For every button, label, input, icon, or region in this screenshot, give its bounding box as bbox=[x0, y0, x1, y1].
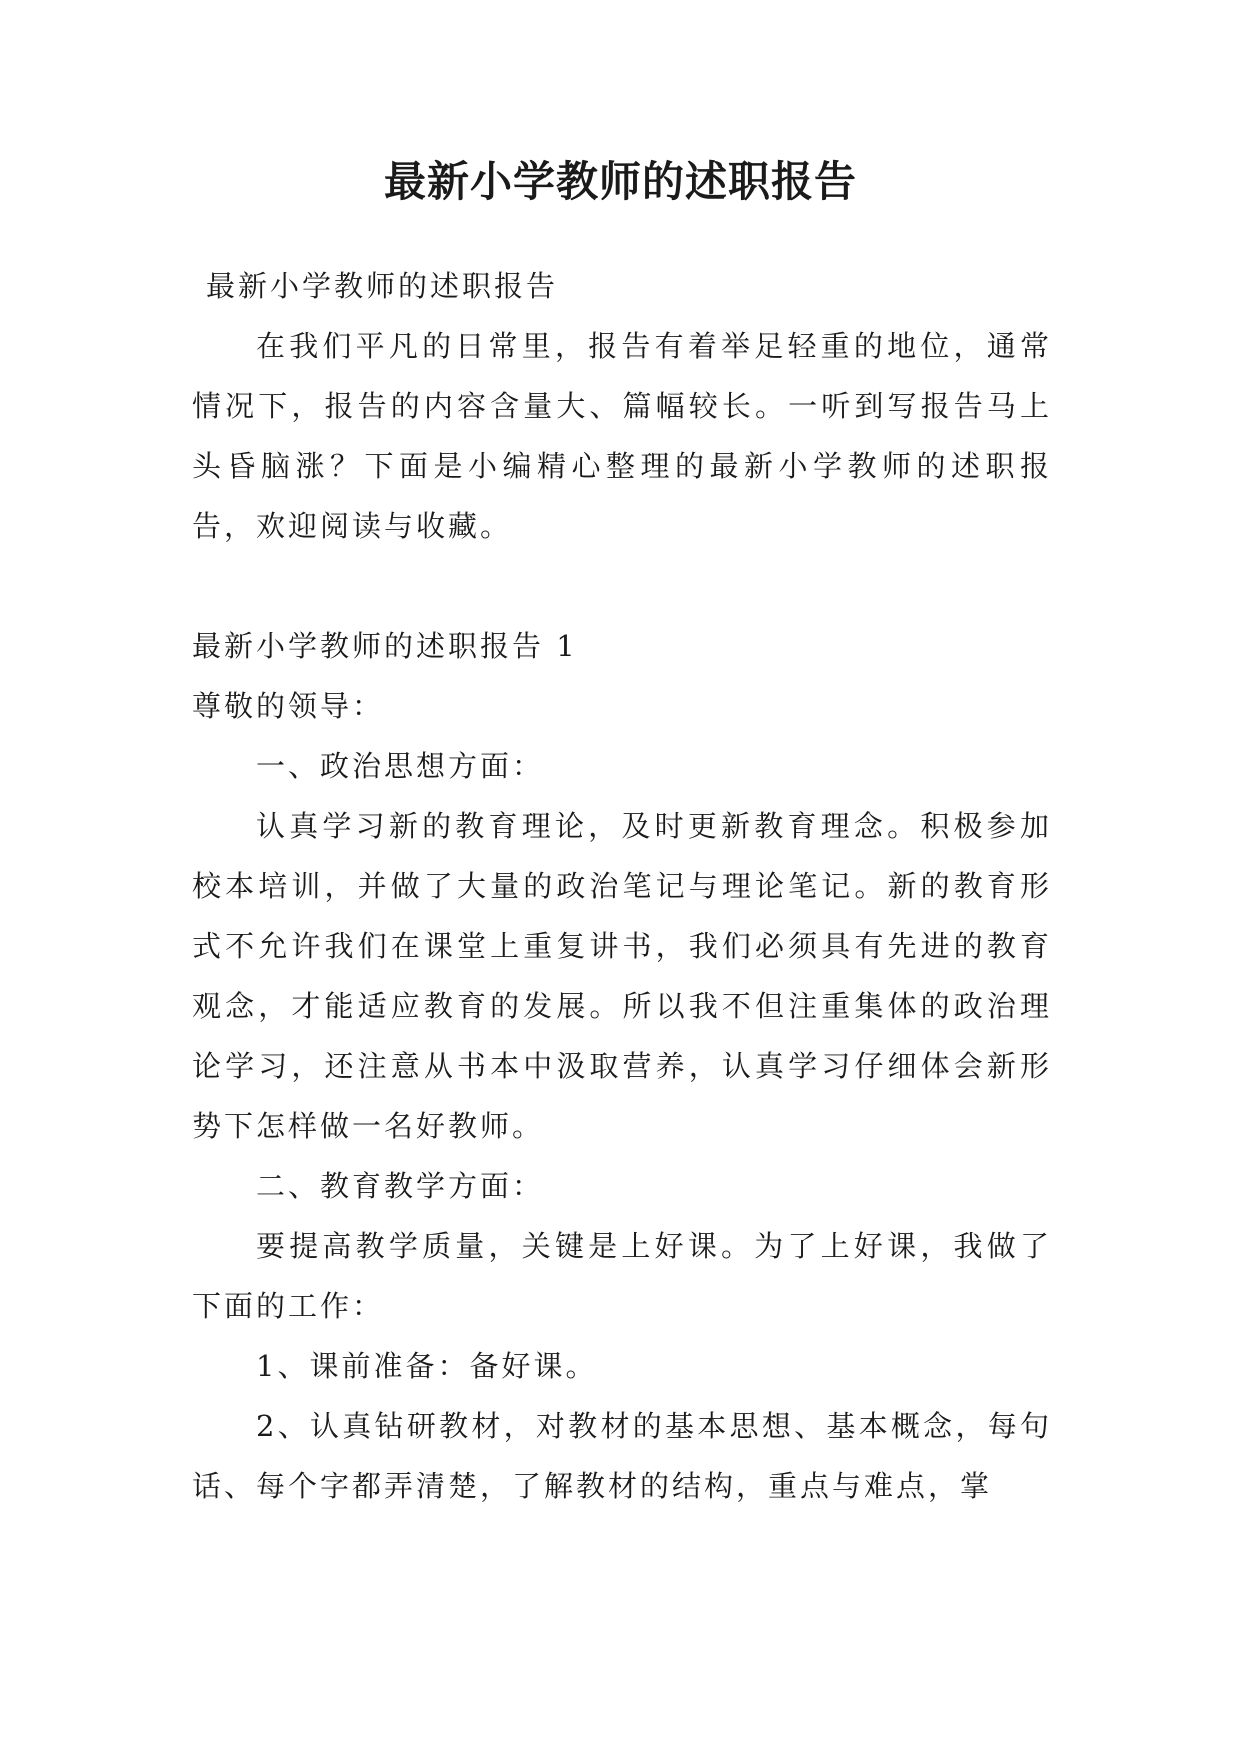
document-title: 最新小学教师的述职报告 bbox=[383, 157, 857, 206]
teaching-paragraph: 要提高教学质量，关键是上好课。为了上好课，我做了下面的工作： bbox=[192, 1229, 1052, 1323]
political-paragraph: 认真学习新的教育理论，及时更新教育理念。积极参加校本培训，并做了大量的政治笔记与理论笔记。新的教育形式不允许我们在课堂上重复讲书，我们必须具有先进的教育观念，才能适应教育的发展。所以我不但注重集体的政治理论学习，还注意从书本中汲取营养，认真学习仔细体会新形势下怎样做一名好教师。 bbox=[192, 809, 1052, 1143]
intro-block bbox=[192, 256, 1052, 556]
intro-heading: 最新小学教师的述职报告 bbox=[206, 269, 559, 303]
report-body bbox=[192, 616, 1052, 1516]
section-heading: 最新小学教师的述职报告 1 bbox=[192, 629, 578, 663]
step-2-paragraph: 2、认真钻研教材，对教材的基本思想、基本概念，每句话、每个字都弄清楚，了解教材的结构，重点与难点，掌 bbox=[192, 1409, 1052, 1503]
step-1-paragraph: 1、课前准备：备好课。 bbox=[256, 1349, 598, 1383]
political-heading: 一、政治思想方面： bbox=[256, 749, 545, 783]
salutation: 尊敬的领导： bbox=[192, 689, 385, 723]
intro-paragraph: 在我们平凡的日常里，报告有着举足轻重的地位，通常情况下，报告的内容含量大、篇幅较长。一听到写报告马上头昏脑涨？下面是小编精心整理的最新小学教师的述职报告，欢迎阅读与收藏。 bbox=[192, 329, 1052, 543]
teaching-heading: 二、教育教学方面： bbox=[256, 1169, 545, 1203]
